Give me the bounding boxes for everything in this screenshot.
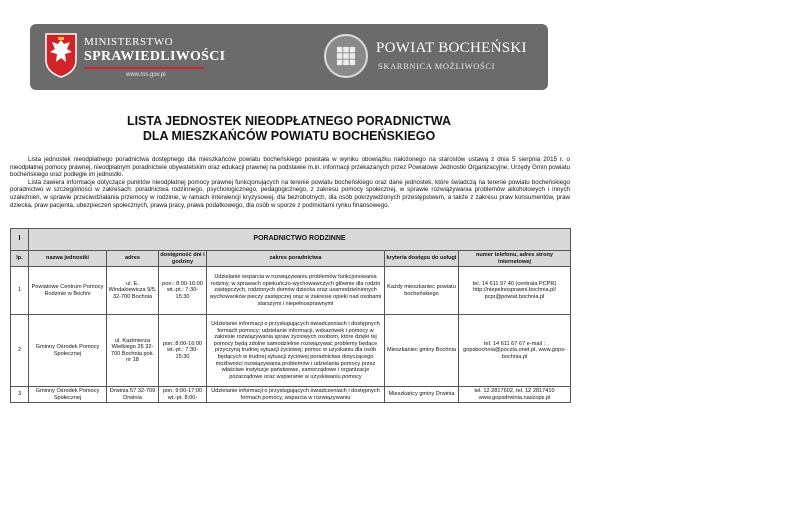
header-hours: dostępność dni i godziny [159, 251, 207, 267]
section-number: I [11, 229, 29, 251]
table-row [11, 387, 571, 403]
counseling-table [10, 228, 571, 403]
row-scope: Udzielanie informacji o przysługujących świadczeniach i dostępnych formach pomocy; udzielanie informacji, wskazówek i pomocy w zakresie rozwiązywania spraw życiowych osobom, które dzięki tej pomocy będą zdolne samodzielnie rozwiązywać problemy będące przyczyną trudnej sytuacji życiowej; pomoc w uzyskaniu dla osób będących w trudnej sytuacji życiowej poradnictwa dotyczącego możliwości rozwiązywania problemów i udzielania pomocy przez właściwe instytucje państwowe, samorządowe i organizacje pozarządowe oraz wspieranie w uzyskiwaniu pomocy [207, 315, 385, 387]
table-row [11, 315, 571, 387]
row-contact: tel. 12 2817602, tel. 12 2817410 www.gopsdrwinia.naszops.pl [459, 387, 571, 403]
row-scope: Udzielanie wsparcia w rozwiązywaniu problemów funkcjonowania rodziny, w sprawach opiekuńczo-wychowawczych głównie dla rodzin zastępczych, rodzinnych domów dziecka oraz usamodzielnionych wychowanków pieczy zastępczej oraz w zakresie opieki nad osobami starszymi i niepełnosprawnymi [207, 267, 385, 315]
row-hours: pon.: 8:00-16:00 wt.-pt.: 7:30-15:30 [159, 267, 207, 315]
row-address: Drwinia 57 32-709 Drwinia [107, 387, 159, 403]
header-address: adres [107, 251, 159, 267]
document-title-line2: DLA MIESZKAŃCÓW POWIATU BOCHEŃSKIEGO [142, 129, 436, 143]
header-banner [30, 24, 548, 90]
row-contact: tel. 14 611 97 40 (centrala PCPR) http://niepelnosprawni.bochnia.pl/ pcpr@powiat.bochnia.pl [459, 267, 571, 315]
row-lp: 1 [11, 267, 29, 315]
header-contact: numer telefonu, adres strony internetowej [459, 251, 571, 267]
polish-eagle-icon [44, 32, 78, 78]
ministry-line2: SPRAWIEDLIWOŚCI [84, 49, 226, 64]
header-scope: zakres poradnictwa [207, 251, 385, 267]
powiat-tagline: SKARBNICA MOŻLIWOŚCI [378, 61, 496, 71]
document-title-line1: LISTA JEDNOSTEK NIEODPŁATNEGO PORADNICTWA [126, 114, 452, 128]
section-header-row [11, 229, 571, 251]
row-name: Powiatowe Centrum Pomocy Rodzinie w Bochni [29, 267, 107, 315]
row-hours: pon. 9:00-17:00 wt.-pt. 8:00- [159, 387, 207, 403]
row-name: Gminny Ośrodek Pomocy Społecznej [29, 315, 107, 387]
row-hours: pon.:8:00-16:00 wt.-pt.: 7:30-15:30 [159, 315, 207, 387]
ministry-divider [84, 67, 204, 69]
row-address: ul. E. Windakiewicza 9/5, 32-700 Bochnia [107, 267, 159, 315]
header-name: nazwa jednostki [29, 251, 107, 267]
powiat-name: POWIAT BOCHEŃSKI [376, 40, 527, 56]
ministry-url: www.ms.gov.pl [126, 72, 166, 78]
powiat-crest-icon [324, 34, 368, 78]
row-criteria: Każdy mieszkaniec powiatu bocheńskiego [385, 267, 459, 315]
intro-paragraph-1: Lista jednostek nieodpłatnego poradnictwa dostępnego dla mieszkańców powiatu bocheńskiego powstała w wyniku obowiązku nałożonego na starostów ustawą z dnia 5 sierpnia 2015 r. o nieodpłatnej pomocy prawnej, nieodpłatnym poradnictwie obywatelskim oraz edukacji prawnej na podstawie m.in. informacji przekazanych przez Powiatowe Jednostki Organizacyjne, Urzędy Gmin powiatu bocheńskiego oraz podległe im jednostki. [10, 156, 570, 179]
header-criteria: kryteria dostępu do usługi [385, 251, 459, 267]
row-criteria: Mieszkańcy gminy Drwinia [385, 387, 459, 403]
row-criteria: Mieszkaniec gminy Bochnia [385, 315, 459, 387]
row-lp: 3 [11, 387, 29, 403]
column-header-row [11, 251, 571, 267]
ministry-line1: MINISTERSTWO [84, 36, 174, 48]
row-scope: Udzielanie informacji o przysługujących świadczeniach i dostępnych formach pomocy, wsparcia w rozwiązywaniu [207, 387, 385, 403]
row-name: Gminny Ośrodek Pomocy Społecznej [29, 387, 107, 403]
intro-text [10, 156, 570, 209]
section-title: PORADNICTWO RODZINNE [29, 229, 571, 251]
row-lp: 2 [11, 315, 29, 387]
row-contact: tel. 14 611 67 67 e-mail : gopsbochnia@poczta.onet.pl, www.gops-bochnia.pl [459, 315, 571, 387]
header-lp: lp. [11, 251, 29, 267]
intro-paragraph-2: Lista zawiera informacje dotyczące punktów nieodpłatnej pomocy prawnej funkcjonujących na terenie powiatu bocheńskiego oraz dane jednostek, które świadczą na terenie powiatu bocheńskiego poradnictwo w szczególności w zakresach: poradnictwa rodzinnego, psychologicznego, pedagogicznego, z zakresu pomocy społecznej, w sprawie rozwiązywania problemów alkoholowych i innych uzależnień, w sprawie przeciwdziałania przemocy w rodzinie, w ramach interwencji kryzysowej, dla bezrobotnych, dla osób pokrzywdzonych przestępstwem, a także z zakresu praw konsumentów, praw dziecka, praw pacjenta, ubezpieczeń społecznych, prawa pracy, prawa podatkowego, dla osób w sporze z podmiotami rynku finansowego. [10, 178, 570, 209]
table-row [11, 267, 571, 315]
row-address: ul. Kazimierza Wielkiego 26 32-700 Bochnia pok. nr 18 [107, 315, 159, 387]
